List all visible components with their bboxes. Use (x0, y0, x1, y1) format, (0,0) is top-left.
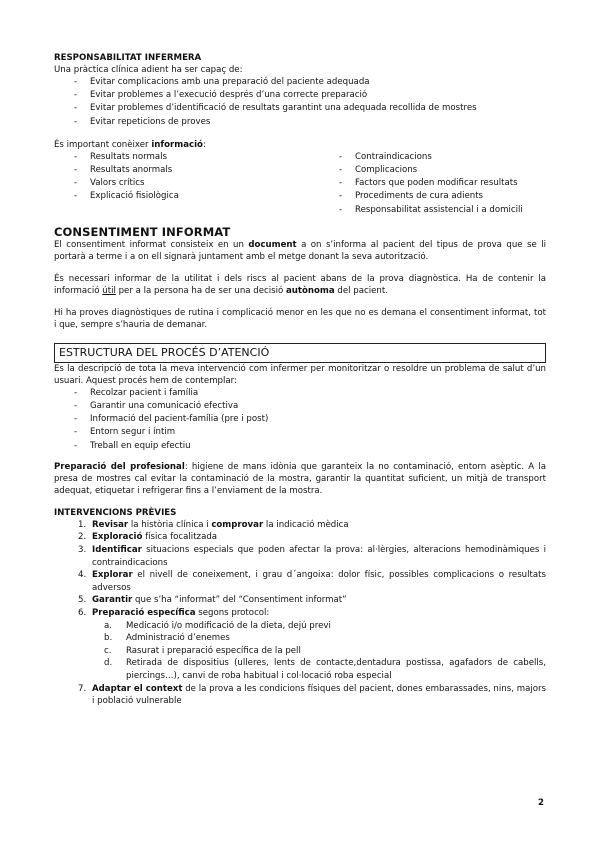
sub-list-item: a. Medicació i/o modificació de la dieta, dejú previ (104, 620, 331, 631)
page-number: 2 (538, 798, 544, 808)
info-intro: És important conèixer informació: (54, 139, 206, 150)
list-item: - Recolzar pacient i família (74, 387, 546, 400)
list-item: - Responsabilitat assistencial i a domicili (339, 204, 546, 217)
list-item: - Evitar complicacions amb una preparació del paciente adequada (74, 76, 546, 89)
list-item: - Evitar repeticions de proves (74, 116, 546, 129)
section-heading-consentiment: CONSENTIMENT INFORMAT (54, 224, 231, 239)
list-item: - Evitar problemes a l’execució després d’una correcte preparació (74, 89, 546, 102)
list-item: 6. Preparació específica segons protocol: a. Medicació i/o modificació de la dieta, dejú previ b. Administració d’enemes c. Rasurat i preparació específica de la pell d. Retirada de dispositius (ulleres, lents de contacte,dentadura postissa, agafadors de cabells, piercings…), canvi de roba habitual i col·locació roba especial (78, 608, 546, 681)
sub-list-item: d. Retirada de dispositius (ulleres, lents de contacte,dentadura postissa, agafadors de cabells, piercings…), canvi de roba habitual i col·locació roba especial (104, 658, 546, 681)
consent-paragraph-3: Hi ha proves diagnòstiques de rutina i complicació menor en les que no es demana el consentiment informat, tot i que, sempre s’hauria de demanar. (54, 307, 546, 330)
list-item: - Resultats anormals (74, 164, 339, 177)
consent-paragraph-2: És necessari informar de la utilitat i dels riscs al pacient abans de la prova diagnòstica. Ha de contenir la informació útil per a la persona ha de ser una decisió autònoma del pacient. (54, 273, 546, 296)
section-heading-estructura: ESTRUCTURA DEL PROCÉS D’ATENCIÓ (54, 343, 546, 363)
list-item: - Garantir una comunicació efectiva (74, 400, 546, 413)
interv-list (54, 519, 546, 708)
list-item: - Procediments de cura adients (339, 190, 546, 203)
list-item: - Factors que poden modificar resultats (339, 177, 546, 190)
resp-list (54, 76, 546, 129)
prep-profesional-paragraph: Preparació del profesional: higiene de mans idònia que garanteix la no contaminació, entorn asèptic. A la presa de mostres cal evitar la contaminació de la mostra, garantir la quantitat suficient, un mitjà de transport adequat, etiquetar i refrigerar fins a l’enviament de la mostra. (54, 461, 546, 496)
list-item: - Evitar problemes d’identificació de resultats garantint una adequada recollida de mostres (74, 102, 546, 115)
sub-list-item: b. Administració d’enemes (104, 633, 230, 644)
document-page (54, 52, 546, 708)
struct-intro: Es la descripció de tota la meva intervenció com infermer per monitoritzar o resoldre un problema de salut d’un usuari. Aquest procés hem de contemplar: (54, 363, 546, 386)
info-list-left (54, 151, 339, 217)
list-item: 1. Revisar la història clínica i comprovar la indicació mèdica (78, 519, 349, 530)
list-item: - Contraindicacions (339, 151, 546, 164)
resp-intro: Una pràctica clínica adient ha ser capaç de: (54, 65, 243, 75)
prep-sublist (92, 620, 546, 683)
list-item: - Entorn segur i íntim (74, 426, 546, 439)
list-item: - Informació del pacient-família (pre i post) (74, 413, 546, 426)
list-item: 3. Identificar situacions especials que poden afectar la prova: al·lèrgies, alteracions hemodinàmiques i contraindicacions (78, 545, 546, 568)
list-item: - Complicacions (339, 164, 546, 177)
list-item: - Valors crítics (74, 177, 339, 190)
list-item: 7. Adaptar el context de la prova a les condicions físiques del pacient, dones embarassades, nins, majors i població vulnerable (78, 683, 546, 707)
list-item: 4. Explorar el nivell de coneixement, i grau d´angoixa: dolor físic, possibles complicacions o resultats adversos (78, 570, 546, 593)
list-item: - Resultats normals (74, 151, 339, 164)
section-heading-intervencions: INTERVENCIONS PRÈVIES (54, 507, 177, 518)
info-list-right (339, 151, 546, 217)
sub-list-item: c. Rasurat i preparació específica de la pell (104, 645, 301, 656)
consent-paragraph-1: El consentiment informat consisteix en un document a on s’informa al pacient del tipus de prova que se li portarà a terme i a on ell signarà juntament amb el metge donant la seva autorització. (54, 239, 546, 262)
list-item: - Treball en equip efectiu (74, 440, 546, 453)
section-heading-responsabilitat: RESPONSABILITAT INFERMERA (54, 53, 202, 63)
struct-list (54, 387, 546, 453)
list-item: 2. Exploració física focalitzada (78, 532, 218, 543)
list-item: - Explicació fisiològica (74, 190, 339, 203)
info-columns (54, 151, 546, 217)
list-item: 5. Garantir que s’ha “informat” del “Consentiment informat” (78, 595, 347, 606)
